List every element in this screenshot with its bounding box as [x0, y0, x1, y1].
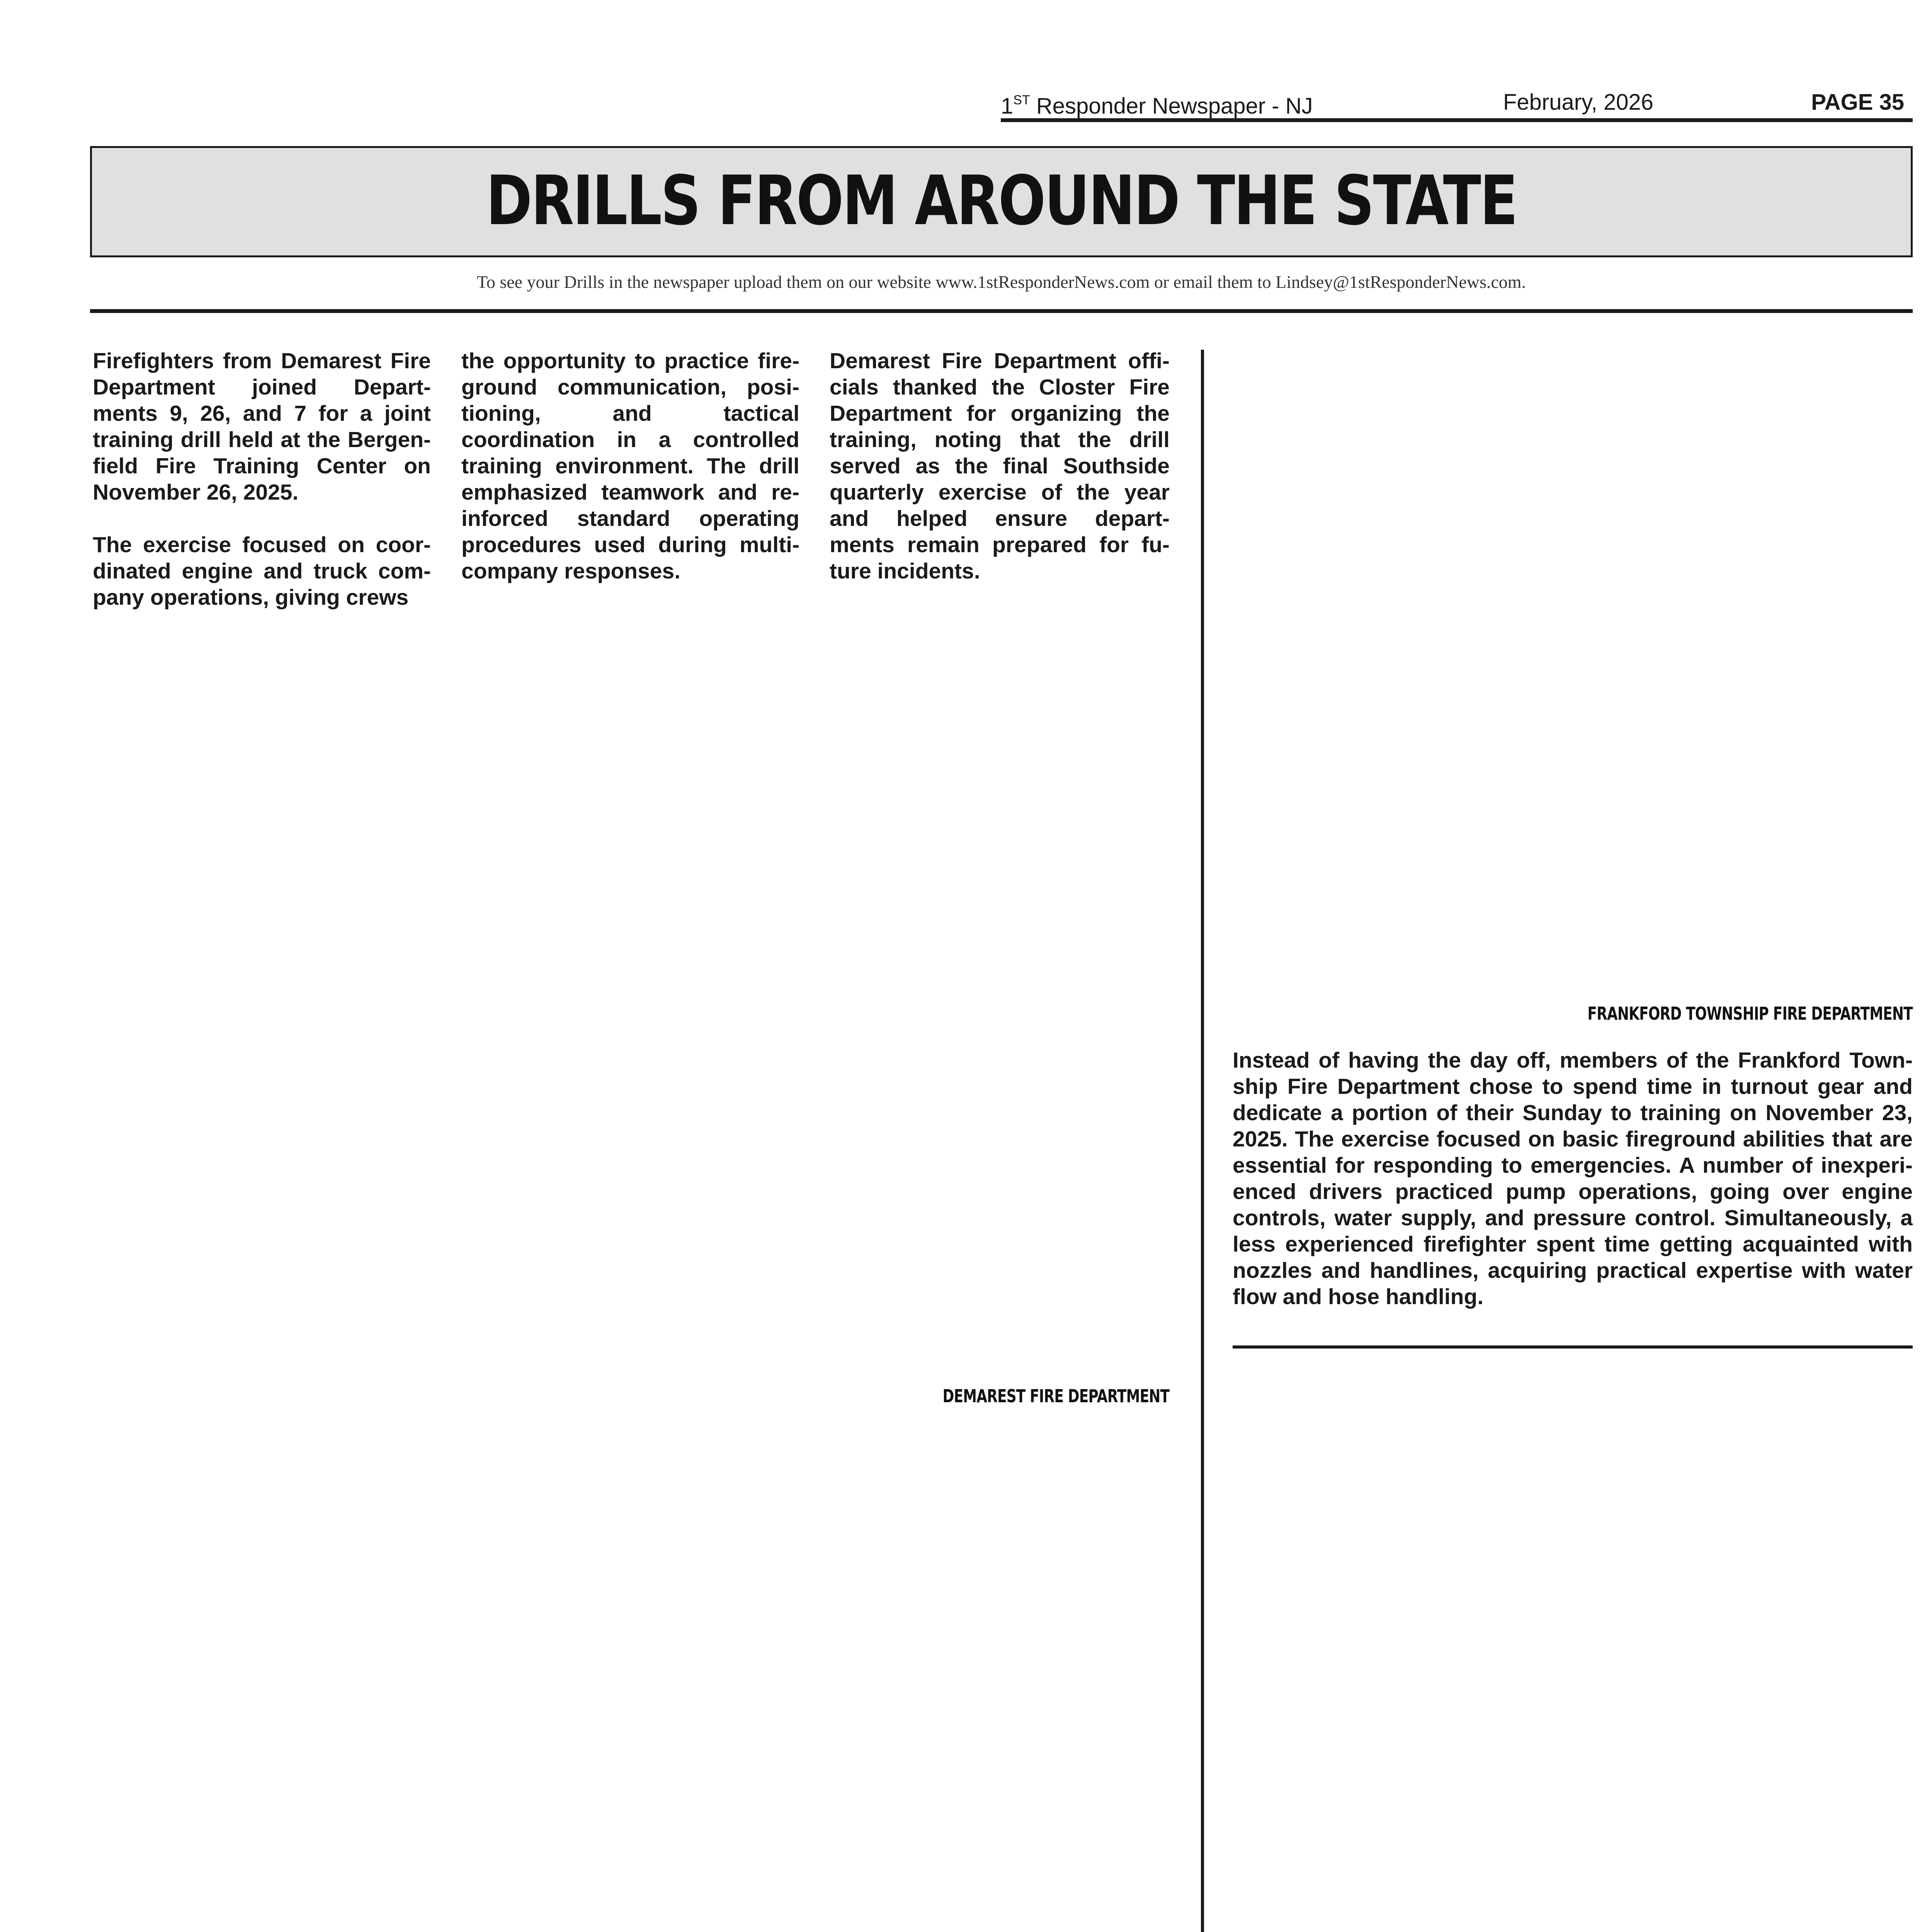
publication-prefix: 1	[1001, 94, 1014, 119]
demarest-paragraph-2: The exercise focused on coor-dinated engine and truck com-pany operations, giving crews	[93, 532, 431, 610]
demarest-photo-2	[90, 1422, 1170, 1932]
demarest-photo-credit-1: DEMAREST FIRE DEPARTMENT	[942, 1386, 1169, 1406]
publication-superscript: ST	[1013, 93, 1030, 107]
demarest-column-1	[93, 348, 431, 611]
demarest-column-3	[830, 348, 1170, 584]
demarest-column-2	[461, 348, 799, 584]
publication-rest: Responder Newspaper - NJ	[1030, 94, 1313, 119]
page-number: PAGE 35	[1811, 90, 1904, 115]
frankford-photo-credit: FRANKFORD TOWNSHIP FIRE DEPARTMENT	[1587, 1003, 1913, 1024]
issue-date: February, 2026	[1503, 90, 1654, 115]
frankford-photo	[1233, 350, 1913, 991]
lambertville-photo	[1233, 1364, 1913, 1932]
running-head	[1001, 90, 1913, 122]
demarest-photo-1	[90, 618, 1170, 1376]
top-divider	[90, 309, 1913, 313]
frankford-story-text: Instead of having the day off, members of the Frankford Town-ship Fire Department chose to spend time in turnout gear and dedicate a portion of their Sunday to training on November 23, 2025. The exercise focused on basic fireground abilities that are essential for responding to emergencies. A number of inexperi-enced drivers practiced pump operations, going over engine controls, water supply, and pressure control. Simultaneously, a less experienced firefighter spent time getting acquainted with nozzles and handlines, acquiring practical expertise with water flow and hose handling.	[1233, 1048, 1913, 1309]
section-banner	[90, 146, 1913, 257]
demarest-paragraph-3: the opportunity to practice fire-ground communication, posi-tioning, and tactical coordination in a controlled training environment. The drill emphasized teamwork and re-inforced standard operating procedures used during multi-company responses.	[461, 349, 799, 583]
demarest-paragraph-4: Demarest Fire Department offi-cials thanked the Closter Fire Department for organizing the training, noting that the drill served as the final Southside quarterly exercise of the year and helped ensure depart-ments remain prepared for fu-ture incidents.	[830, 349, 1170, 583]
story-divider	[1233, 1345, 1913, 1349]
demarest-paragraph-1: Firefighters from Demarest Fire Department joined Depart-ments 9, 26, and 7 for a joint training drill held at the Bergen-field Fire Training Center on November 26, 2025.	[93, 349, 431, 505]
submission-note: To see your Drills in the newspaper upload them on our website www.1stResponderNews.com or email them to Lindsey@1stResponderNews.com.	[476, 272, 1526, 292]
section-title: DRILLS FROM AROUND THE STATE	[486, 161, 1517, 240]
publication-name	[1001, 94, 1313, 117]
column-divider	[1201, 350, 1204, 1932]
